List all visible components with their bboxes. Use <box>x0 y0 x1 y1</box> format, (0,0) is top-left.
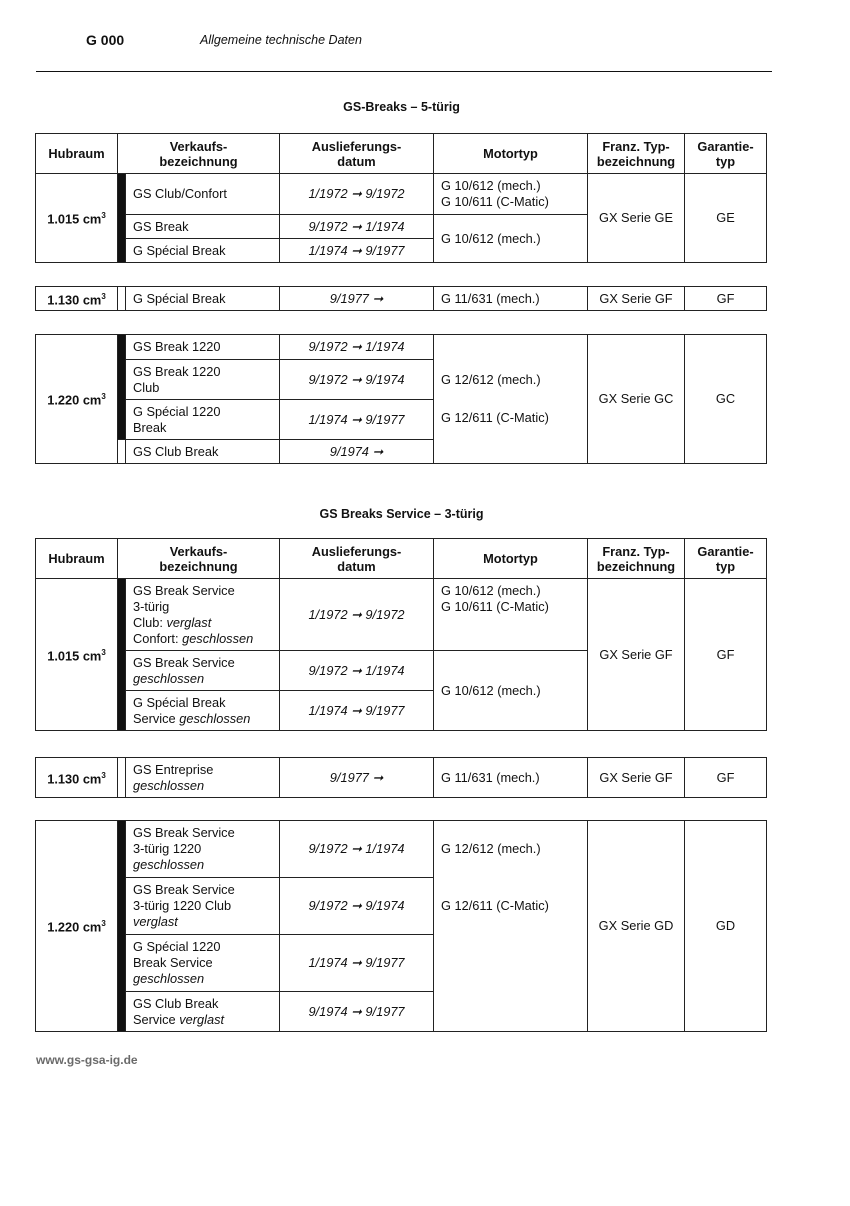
delivery-date: 9/1972 ➞ 1/1974 <box>280 821 434 878</box>
col-garantie: Garantie- typ <box>685 134 767 174</box>
table-header-row <box>36 539 767 579</box>
page-title: Allgemeine technische Daten <box>200 33 362 47</box>
delivery-date: 1/1974 ➞ 9/1977 <box>280 239 434 263</box>
model-name: GS Club/Confort <box>126 174 280 215</box>
table-5-door-1130 <box>35 286 767 311</box>
section-title-3-door: GS Breaks Service – 3-türig <box>319 507 484 521</box>
engine-type: G 12/612 (mech.) G 12/611 (C-Matic) <box>434 821 588 1032</box>
delivery-date: 1/1974 ➞ 9/1977 <box>280 400 434 440</box>
col-motortyp: Motortyp <box>434 134 588 174</box>
marker-bar <box>118 287 126 311</box>
engine-type: G 10/612 (mech.) <box>434 651 588 731</box>
col-verkauf: Verkaufs- bezeichnung <box>118 539 280 579</box>
marker-bar <box>118 579 126 731</box>
engine-type: G 10/612 (mech.) G 10/611 (C-Matic) <box>434 579 588 651</box>
footer-url: www.gs-gsa-ig.de <box>36 1053 138 1067</box>
model-name: GS Break 1220 Club <box>126 360 280 400</box>
french-type: GX Serie GD <box>588 821 685 1032</box>
marker-bar <box>118 440 126 464</box>
model-name: GS Break 1220 <box>126 335 280 360</box>
model-name: G Spécial Break Service geschlossen <box>126 691 280 731</box>
engine-type: G 10/612 (mech.) <box>434 215 588 263</box>
warranty-type: GF <box>685 579 767 731</box>
delivery-date: 1/1974 ➞ 9/1977 <box>280 691 434 731</box>
model-name: GS Break Service geschlossen <box>126 651 280 691</box>
table-row <box>36 287 767 311</box>
hubraum-cell: 1.015 $cm^3$ <box>36 579 118 731</box>
engine-type: G 11/631 (mech.) <box>434 758 588 798</box>
table-row <box>36 174 767 215</box>
model-name: G Spécial 1220 Break <box>126 400 280 440</box>
col-auslieferung: Auslieferungs- datum <box>280 134 434 174</box>
page-code: G 000 <box>86 32 125 48</box>
section-title-5-door: GS-Breaks – 5-türig <box>343 100 460 114</box>
marker-bar <box>118 758 126 798</box>
model-name: GS Break Service 3-türig Club: verglast Confort: geschlossen <box>126 579 280 651</box>
table-5-door-1220 <box>35 334 767 464</box>
model-name: GS Entreprise geschlossen <box>126 758 280 798</box>
engine-type: G 12/612 (mech.) G 12/611 (C-Matic) <box>434 335 588 464</box>
header-rule <box>36 71 772 72</box>
model-name: GS Break Service 3-türig 1220 Club verglast <box>126 878 280 935</box>
warranty-type: GC <box>685 335 767 464</box>
delivery-date: 9/1972 ➞ 1/1974 <box>280 335 434 360</box>
table-5-door-1015 <box>35 133 767 263</box>
model-name: GS Break Service 3-türig 1220 geschlossen <box>126 821 280 878</box>
table-row <box>36 579 767 651</box>
warranty-type: GF <box>685 287 767 311</box>
col-franz: Franz. Typ- bezeichnung <box>588 134 685 174</box>
table-3-door-1015 <box>35 538 767 731</box>
hubraum-cell: 1.220 $cm^3$ <box>36 335 118 464</box>
warranty-type: GE <box>685 174 767 263</box>
hubraum-cell: 1.015 $cm^3$ <box>36 174 118 263</box>
delivery-date: 9/1972 ➞ 9/1974 <box>280 878 434 935</box>
col-hubraum: Hubraum <box>36 134 118 174</box>
delivery-date: 1/1974 ➞ 9/1977 <box>280 935 434 992</box>
col-motortyp: Motortyp <box>434 539 588 579</box>
table-3-door-1220 <box>35 820 767 1032</box>
french-type: GX Serie GF <box>588 287 685 311</box>
col-franz: Franz. Typ- bezeichnung <box>588 539 685 579</box>
delivery-date: 9/1977 ➞ <box>280 287 434 311</box>
french-type: GX Serie GC <box>588 335 685 464</box>
warranty-type: GD <box>685 821 767 1032</box>
delivery-date: 9/1974 ➞ 9/1977 <box>280 992 434 1032</box>
delivery-date: 9/1972 ➞ 9/1974 <box>280 360 434 400</box>
marker-bar <box>118 174 126 263</box>
engine-type: G 11/631 (mech.) <box>434 287 588 311</box>
table-header-row <box>36 134 767 174</box>
col-hubraum: Hubraum <box>36 539 118 579</box>
french-type: GX Serie GE <box>588 174 685 263</box>
delivery-date: 9/1977 ➞ <box>280 758 434 798</box>
col-auslieferung: Auslieferungs- datum <box>280 539 434 579</box>
delivery-date: 9/1972 ➞ 1/1974 <box>280 651 434 691</box>
model-name: GS Club Break Service verglast <box>126 992 280 1032</box>
table-3-door-1130 <box>35 757 767 798</box>
col-verkauf: Verkaufs- bezeichnung <box>118 134 280 174</box>
model-name: GS Break <box>126 215 280 239</box>
french-type: GX Serie GF <box>588 579 685 731</box>
delivery-date: 1/1972 ➞ 9/1972 <box>280 579 434 651</box>
delivery-date: 9/1974 ➞ <box>280 440 434 464</box>
table-row <box>36 821 767 878</box>
model-name: G Spécial 1220 Break Service geschlossen <box>126 935 280 992</box>
hubraum-cell: 1.220 $cm^3$ <box>36 821 118 1032</box>
engine-type: G 10/612 (mech.) G 10/611 (C-Matic) <box>434 174 588 215</box>
hubraum-cell: 1.130 $cm^3$ <box>36 287 118 311</box>
table-row <box>36 335 767 360</box>
model-name: G Spécial Break <box>126 287 280 311</box>
model-name: GS Club Break <box>126 440 280 464</box>
table-row <box>36 758 767 798</box>
french-type: GX Serie GF <box>588 758 685 798</box>
delivery-date: 1/1972 ➞ 9/1972 <box>280 174 434 215</box>
delivery-date: 9/1972 ➞ 1/1974 <box>280 215 434 239</box>
marker-bar <box>118 335 126 440</box>
model-name: G Spécial Break <box>126 239 280 263</box>
col-garantie: Garantie- typ <box>685 539 767 579</box>
marker-bar <box>118 821 126 1032</box>
warranty-type: GF <box>685 758 767 798</box>
hubraum-cell: 1.130 $cm^3$ <box>36 758 118 798</box>
